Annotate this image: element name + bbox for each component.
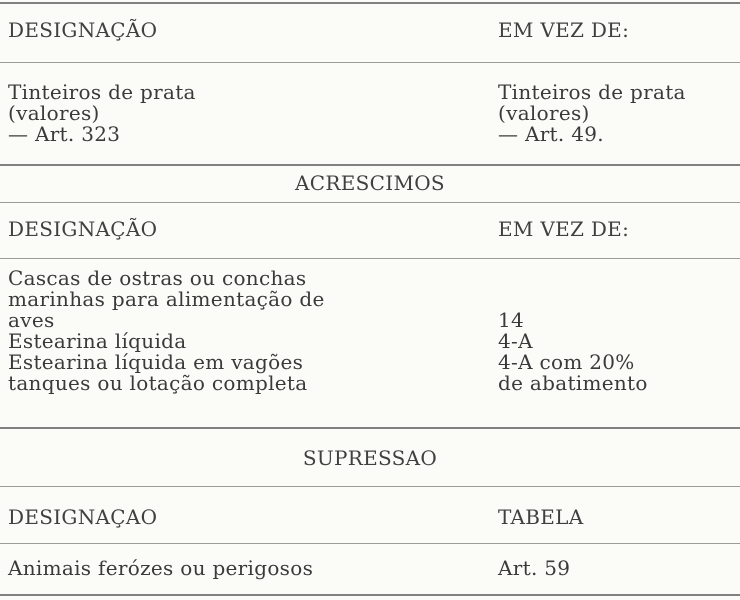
top-rule bbox=[0, 2, 740, 4]
section3-designation-cell: Animais ferózes ou perigosos bbox=[8, 556, 314, 580]
section2-header-instead-of: EM VEZ DE: bbox=[498, 217, 630, 241]
section1-instead-of-cell bbox=[498, 82, 686, 145]
section2-instead-of-cell bbox=[498, 268, 648, 394]
bottom-rule bbox=[0, 594, 740, 596]
section3-title: SUPRESSAO bbox=[302, 446, 438, 470]
section2-instead-of-line: de abatimento bbox=[498, 371, 648, 395]
section2-instead-of-line bbox=[498, 268, 648, 289]
section2-instead-of-line: 4-A com 20% bbox=[498, 350, 635, 374]
section2-title: ACRESCIMOS bbox=[295, 171, 445, 195]
section2-end-rule bbox=[0, 427, 740, 429]
section1-designation-line: — Art. 323 bbox=[8, 122, 121, 146]
section3-header-table: TABELA bbox=[498, 505, 584, 529]
section3-title-rule bbox=[0, 486, 740, 487]
section1-designation-cell bbox=[8, 82, 196, 145]
section2-header-designation: DESIGNAÇÃO bbox=[8, 217, 158, 241]
section2-designation-line: Estearina líquida em vagões bbox=[8, 350, 304, 374]
section2-designation-line: tanques ou lotação completa bbox=[8, 371, 308, 395]
section3-table-cell: Art. 59 bbox=[498, 556, 571, 580]
section2-instead-of-line: 14 bbox=[498, 308, 525, 332]
section2-instead-of-line bbox=[498, 289, 648, 310]
section1-designation-line: Tinteiros de prata bbox=[8, 80, 196, 104]
section2-title-rule bbox=[0, 202, 740, 203]
section1-header-designation: DESIGNAÇÃO bbox=[8, 18, 158, 42]
section1-instead-of-line: (valores) bbox=[498, 101, 590, 125]
section1-header-instead-of: EM VEZ DE: bbox=[498, 18, 630, 42]
section1-instead-of-line: Tinteiros de prata bbox=[498, 80, 686, 104]
section1-header-rule bbox=[0, 62, 740, 63]
section2-instead-of-line: 4-A bbox=[498, 329, 533, 353]
section3-header-designation: DESIGNAÇAO bbox=[8, 505, 158, 529]
section1-end-rule bbox=[0, 164, 740, 166]
section2-designation-line: Cascas de ostras ou conchas bbox=[8, 266, 307, 290]
section2-designation-cell bbox=[8, 268, 325, 394]
section2-designation-line: aves bbox=[8, 308, 55, 332]
section2-designation-line: Estearina líquida bbox=[8, 329, 187, 353]
section2-designation-line: marinhas para alimentação de bbox=[8, 287, 325, 311]
section1-instead-of-line: — Art. 49. bbox=[498, 122, 604, 146]
section3-header-rule bbox=[0, 543, 740, 544]
section2-header-rule bbox=[0, 258, 740, 259]
section1-designation-line: (valores) bbox=[8, 101, 100, 125]
